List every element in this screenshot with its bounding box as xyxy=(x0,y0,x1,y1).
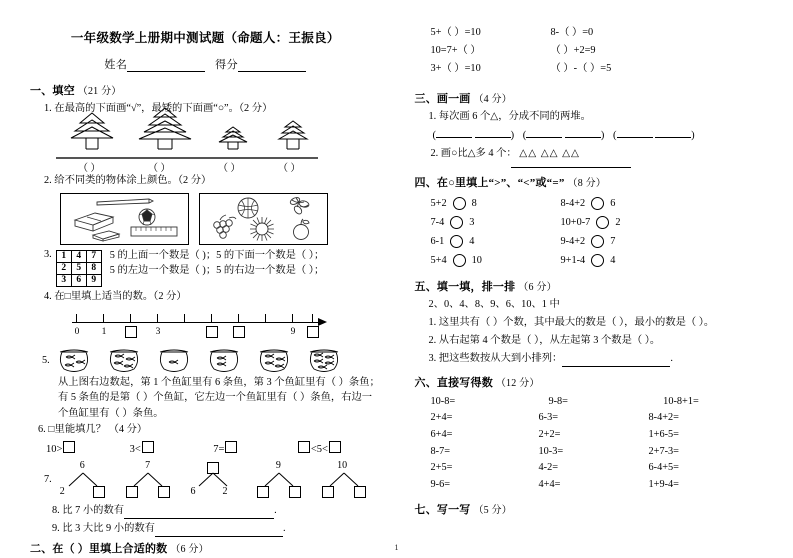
question-1-5 xyxy=(42,344,381,374)
decomposition-tree-5 xyxy=(315,460,380,500)
compare-value: 4 xyxy=(469,235,475,247)
question-1-5-text: 从上图右边数起，第 1 个鱼缸里有 6 条鱼，第 3 个鱼缸里有（ ）条鱼；有 5 条鱼的是第（ ）个鱼缸，它左边一个鱼缸里有（ ）条鱼，右边一个鱼缸里有（ ）条鱼。 xyxy=(58,376,380,419)
section-5-answer-line[interactable] xyxy=(562,356,670,367)
number-line-label-9: 9 xyxy=(290,326,296,337)
question-1-3 xyxy=(44,249,381,287)
compare-value: 2 xyxy=(615,216,621,228)
question-9-answer-line[interactable] xyxy=(155,526,283,537)
decomposition-tree-3 xyxy=(184,460,249,500)
equation-cell[interactable]: 3+（ ）=10 xyxy=(430,63,481,75)
table-row xyxy=(56,262,101,274)
arithmetic-cell[interactable]: 8-7= xyxy=(430,445,451,457)
section-1-points: （21 分） xyxy=(77,86,122,97)
arithmetic-grid xyxy=(431,394,768,494)
question-7-label: 7. xyxy=(44,474,52,485)
arithmetic-cell[interactable]: 4+4= xyxy=(538,479,561,491)
score-field[interactable] xyxy=(238,60,306,72)
draw-paren-group-2[interactable]: ( ) xyxy=(523,127,605,141)
tree-left-value: 2 xyxy=(59,486,65,497)
question-3-text-block xyxy=(110,249,325,279)
comparison-right xyxy=(561,197,616,210)
arithmetic-cell[interactable]: 1+9-4= xyxy=(648,479,679,491)
number-line-arrow xyxy=(318,318,327,326)
draw-paren-group-3[interactable]: ( ) xyxy=(613,127,695,141)
arithmetic-cell[interactable]: 2+4= xyxy=(430,412,453,424)
compare-circle[interactable] xyxy=(596,216,609,229)
compare-expr: 5+2 xyxy=(430,197,447,209)
tree-2 xyxy=(134,107,196,151)
section-5-question-1: 1. 这里共有（ ）个数，其中最大的数是（ ），最小的数是（ ）。 xyxy=(428,316,715,328)
draw-paren-group-1[interactable]: ( ) xyxy=(433,127,515,141)
q6-item-2[interactable]: 3< xyxy=(130,441,214,455)
tree-top-value: 6 xyxy=(79,460,85,471)
tree-left-box[interactable] xyxy=(322,486,334,498)
question-1-2-text: 2. 给不同类的物体涂上颜色。（2 分） xyxy=(44,174,212,186)
grid-cell: 3 xyxy=(56,274,71,286)
comparison-left xyxy=(431,216,561,229)
tree-3 xyxy=(212,125,254,151)
compare-value: 7 xyxy=(610,235,616,247)
section-2-title: 二、在（ ）里填上合适的数 xyxy=(30,542,168,555)
decomposition-tree-4 xyxy=(250,460,315,500)
comparison-left xyxy=(431,197,561,210)
section-4-title: 四、在○里填上“>”、“<”或“=” xyxy=(414,176,565,189)
section-3-question-1: 1. 每次画 6 个△，分成不同的两堆。 xyxy=(428,111,591,123)
section-6-points: （12 分） xyxy=(495,377,540,389)
question-9-text: 9. 比 3 大比 9 小的数有 xyxy=(52,522,155,534)
page-title: 一年级数学上册期中测试题（命题人：王振良） xyxy=(70,31,340,45)
number-line-box-2[interactable] xyxy=(125,326,137,338)
number-line-axis xyxy=(72,322,320,323)
arithmetic-cell[interactable]: 6-4+5= xyxy=(648,462,679,474)
number-line-label-1: 1 xyxy=(101,326,107,337)
section-7-title: 七、写一写 xyxy=(414,503,471,516)
comparison-row xyxy=(431,213,768,232)
comparison-right xyxy=(561,254,616,267)
answer-box[interactable] xyxy=(142,441,154,453)
fishbowl-row xyxy=(54,346,344,374)
comparison-right xyxy=(561,216,621,229)
equation-row xyxy=(431,24,768,42)
name-label: 姓名 xyxy=(104,59,128,71)
number-line-box-5[interactable] xyxy=(206,326,218,338)
stationery-picture-box xyxy=(60,193,189,245)
compare-circle[interactable] xyxy=(453,254,466,267)
question-1-8: 8. 比 7 小的数有 . xyxy=(30,504,381,519)
number-line-label-0: 0 xyxy=(74,326,80,337)
number-decomposition-trees xyxy=(44,460,381,500)
section-heading-5 xyxy=(415,278,768,294)
compare-circle[interactable] xyxy=(450,216,463,229)
grid-cell: 7 xyxy=(86,250,101,262)
answer-box[interactable] xyxy=(63,441,75,453)
arithmetic-cell[interactable]: 10-8= xyxy=(430,395,456,407)
comparison-grid xyxy=(431,194,768,270)
section-heading-7 xyxy=(415,501,768,517)
draw-answer-parens-row xyxy=(433,127,768,141)
table-row xyxy=(56,274,101,286)
grid-cell: 4 xyxy=(71,250,86,262)
section-4-points: （8 分） xyxy=(567,177,607,189)
equation-cell[interactable]: 8-（ ）=0 xyxy=(550,27,594,38)
tree-right-box[interactable] xyxy=(93,486,105,498)
fishbowl-6 xyxy=(304,346,344,374)
equation-row xyxy=(431,42,768,60)
tree-4 xyxy=(270,119,316,151)
tree-left-value: 6 xyxy=(190,486,196,497)
q6-item-4[interactable]: <5< xyxy=(297,441,381,455)
compare-expr: 9+1-4 xyxy=(560,254,586,266)
decomposition-tree-2 xyxy=(119,460,184,500)
compare-value: 6 xyxy=(610,197,616,209)
number-line-box-10[interactable] xyxy=(307,326,319,338)
tree-1 xyxy=(64,111,120,151)
compare-value: 8 xyxy=(471,197,477,209)
compare-expr: 10+0-7 xyxy=(560,216,591,228)
comparison-row xyxy=(431,194,768,213)
fishbowl-3 xyxy=(154,346,194,374)
compare-expr: 6-1 xyxy=(430,235,445,247)
fishbowl-1 xyxy=(54,346,94,374)
draw-answer-line[interactable] xyxy=(511,165,631,168)
page-number: 1 xyxy=(394,543,399,552)
compare-value: 10 xyxy=(471,254,482,266)
compare-circle[interactable] xyxy=(450,235,463,248)
student-info-row xyxy=(30,56,381,72)
comparison-left xyxy=(431,254,561,267)
section-5-question-3: 3. 把这些数按从大到小排列： . xyxy=(415,352,768,367)
comparison-right xyxy=(561,235,616,248)
question-6-boxes-row xyxy=(46,441,381,455)
table-row xyxy=(56,250,101,262)
tree-right-box[interactable] xyxy=(289,486,301,498)
tree-left-box[interactable] xyxy=(126,486,138,498)
compare-expr: 8-4+2 xyxy=(560,197,586,209)
number-line xyxy=(72,308,352,344)
name-field[interactable] xyxy=(127,60,205,72)
comparison-left xyxy=(431,235,561,248)
question-5-label: 5. xyxy=(42,354,50,366)
equation-cell[interactable]: 5+（ ）=10 xyxy=(430,27,481,38)
answer-box[interactable] xyxy=(225,441,237,453)
comparison-row xyxy=(431,251,768,270)
section-heading-1 xyxy=(30,82,381,98)
q6-item-3[interactable]: 7= xyxy=(213,441,297,455)
q6-item-1[interactable]: 10> xyxy=(46,441,130,455)
tree-top-value: 9 xyxy=(275,460,281,471)
tree-paren-2[interactable]: （ ） xyxy=(148,162,171,174)
question-8-answer-line[interactable] xyxy=(124,508,274,519)
section-5-points: （6 分） xyxy=(518,281,557,293)
grid-cell: 2 xyxy=(56,262,71,274)
question-3-line-1: 5 的上面一个数是（ )；5 的下面一个数是（ ）； xyxy=(109,249,325,261)
grid-cell: 1 xyxy=(56,250,71,262)
triangle-glyphs: △△ △△ △△ xyxy=(519,147,580,159)
equation-cell[interactable]: 10=7+（ ） xyxy=(430,45,481,57)
grid-cell: 8 xyxy=(86,262,101,274)
section-6-title: 六、直接写得数 xyxy=(414,376,493,389)
question-3-line-2: 5 的左边一个数是（ )；5 的右边一个数是（ ）； xyxy=(109,264,325,276)
section-5-title: 五、填一填，排一排 xyxy=(414,280,516,293)
arithmetic-cell[interactable]: 10-8+1= xyxy=(663,395,699,407)
score-label: 得分 xyxy=(215,59,239,71)
question-8-text: 8. 比 7 小的数有 xyxy=(52,505,125,516)
arithmetic-cell[interactable]: 6-3= xyxy=(538,412,559,424)
compare-value: 4 xyxy=(610,254,616,266)
question-1-9: 9. 比 3 大比 9 小的数有 . xyxy=(30,522,381,537)
grid-cell: 5 xyxy=(71,262,86,274)
two-column-layout xyxy=(22,14,771,555)
arithmetic-cell[interactable]: 9-6= xyxy=(430,479,451,491)
arithmetic-row xyxy=(431,444,768,461)
section-7-points: （5 分） xyxy=(473,504,512,516)
question-1-6-text: 6. □里能填几？ （4 分） xyxy=(38,424,148,436)
answer-box[interactable] xyxy=(329,441,341,453)
compare-circle[interactable] xyxy=(591,254,604,267)
arithmetic-row xyxy=(431,410,768,427)
question-1-4-text: 4. 在□里填上适当的数。（2 分） xyxy=(44,290,187,302)
compare-circle[interactable] xyxy=(591,197,604,210)
tree-top-value: 10 xyxy=(337,460,348,471)
arithmetic-row xyxy=(431,460,768,477)
compare-expr: 5+4 xyxy=(430,254,447,266)
arithmetic-cell[interactable]: 10-3= xyxy=(538,445,564,457)
fishbowl-2 xyxy=(104,346,144,374)
arithmetic-cell[interactable]: 2+2= xyxy=(538,429,561,440)
section-heading-4 xyxy=(415,174,768,190)
tree-paren-3[interactable]: （ ） xyxy=(218,162,241,174)
arithmetic-cell[interactable]: 4-2= xyxy=(538,462,559,474)
arithmetic-row xyxy=(431,427,768,444)
right-column xyxy=(397,14,772,548)
grid-cell: 9 xyxy=(86,274,101,286)
section-2-equations xyxy=(431,24,768,78)
trees-illustration xyxy=(50,119,340,174)
fishbowl-5 xyxy=(254,346,294,374)
answer-box[interactable] xyxy=(298,441,310,453)
arithmetic-cell[interactable]: 2+7-3= xyxy=(648,445,679,457)
section-3-points: （4 分） xyxy=(473,94,512,106)
left-column xyxy=(22,14,397,555)
arithmetic-cell[interactable]: 8-4+2= xyxy=(648,412,679,424)
tree-paren-4[interactable]: （ ） xyxy=(278,162,301,174)
picture-boxes xyxy=(60,193,381,245)
compare-circle[interactable] xyxy=(591,235,604,248)
arithmetic-cell[interactable]: 9-8= xyxy=(548,395,568,407)
arithmetic-row xyxy=(431,477,768,494)
comparison-row xyxy=(431,232,768,251)
tree-paren-1[interactable]: （ ） xyxy=(78,162,101,174)
section-5-numbers: 2、0、4、8、9、6、10、1 中 xyxy=(428,298,560,310)
equation-cell[interactable]: （ ）-（ ）=5 xyxy=(550,63,612,75)
section-2-points: （6 分） xyxy=(170,543,209,555)
grid-cell: 6 xyxy=(71,274,86,286)
compare-expr: 7-4 xyxy=(430,216,445,228)
compare-value: 3 xyxy=(469,216,475,228)
equation-row xyxy=(431,60,768,78)
section-1-title: 一、填空 xyxy=(30,85,75,97)
compare-circle[interactable] xyxy=(453,197,466,210)
tree-right-box[interactable] xyxy=(354,486,366,498)
question-1-1-text: 1. 在最高的下面画“√”，最矮的下面画“○”。（2 分） xyxy=(44,103,273,114)
number-line-box-6[interactable] xyxy=(233,326,245,338)
arithmetic-cell[interactable]: 1+6-5= xyxy=(648,429,679,440)
arithmetic-cell[interactable]: 6+4= xyxy=(430,429,453,440)
number-line-label-3: 3 xyxy=(155,326,161,337)
section-heading-6 xyxy=(415,374,768,390)
tree-top-value: 7 xyxy=(145,460,151,471)
tree-right-box[interactable] xyxy=(158,486,170,498)
compare-expr: 9-4+2 xyxy=(560,235,586,247)
section-3-title: 三、画一画 xyxy=(414,93,471,106)
decomposition-tree-1 xyxy=(54,460,119,500)
section-3-q2-text: 2. 画○比△多 4 个： xyxy=(430,147,517,159)
equation-cell[interactable]: （ ）+2=9 xyxy=(550,45,596,57)
fruits-picture-box xyxy=(199,193,328,245)
question-3-label: 3. xyxy=(44,248,52,260)
tree-left-box[interactable] xyxy=(257,486,269,498)
arithmetic-cell[interactable]: 2+5= xyxy=(430,462,453,474)
tree-right-value: 2 xyxy=(222,486,228,497)
number-grid-table xyxy=(56,250,102,287)
fishbowl-4 xyxy=(204,346,244,374)
section-5-q3-text: 3. 把这些数按从大到小排列： xyxy=(428,352,563,364)
arithmetic-row xyxy=(431,394,768,411)
section-5-question-2: 2. 从右起第 4 个数是（ ），从左起第 3 个数是（ ）。 xyxy=(428,334,661,346)
section-3-question-2 xyxy=(431,144,768,159)
section-heading-3 xyxy=(415,90,768,106)
